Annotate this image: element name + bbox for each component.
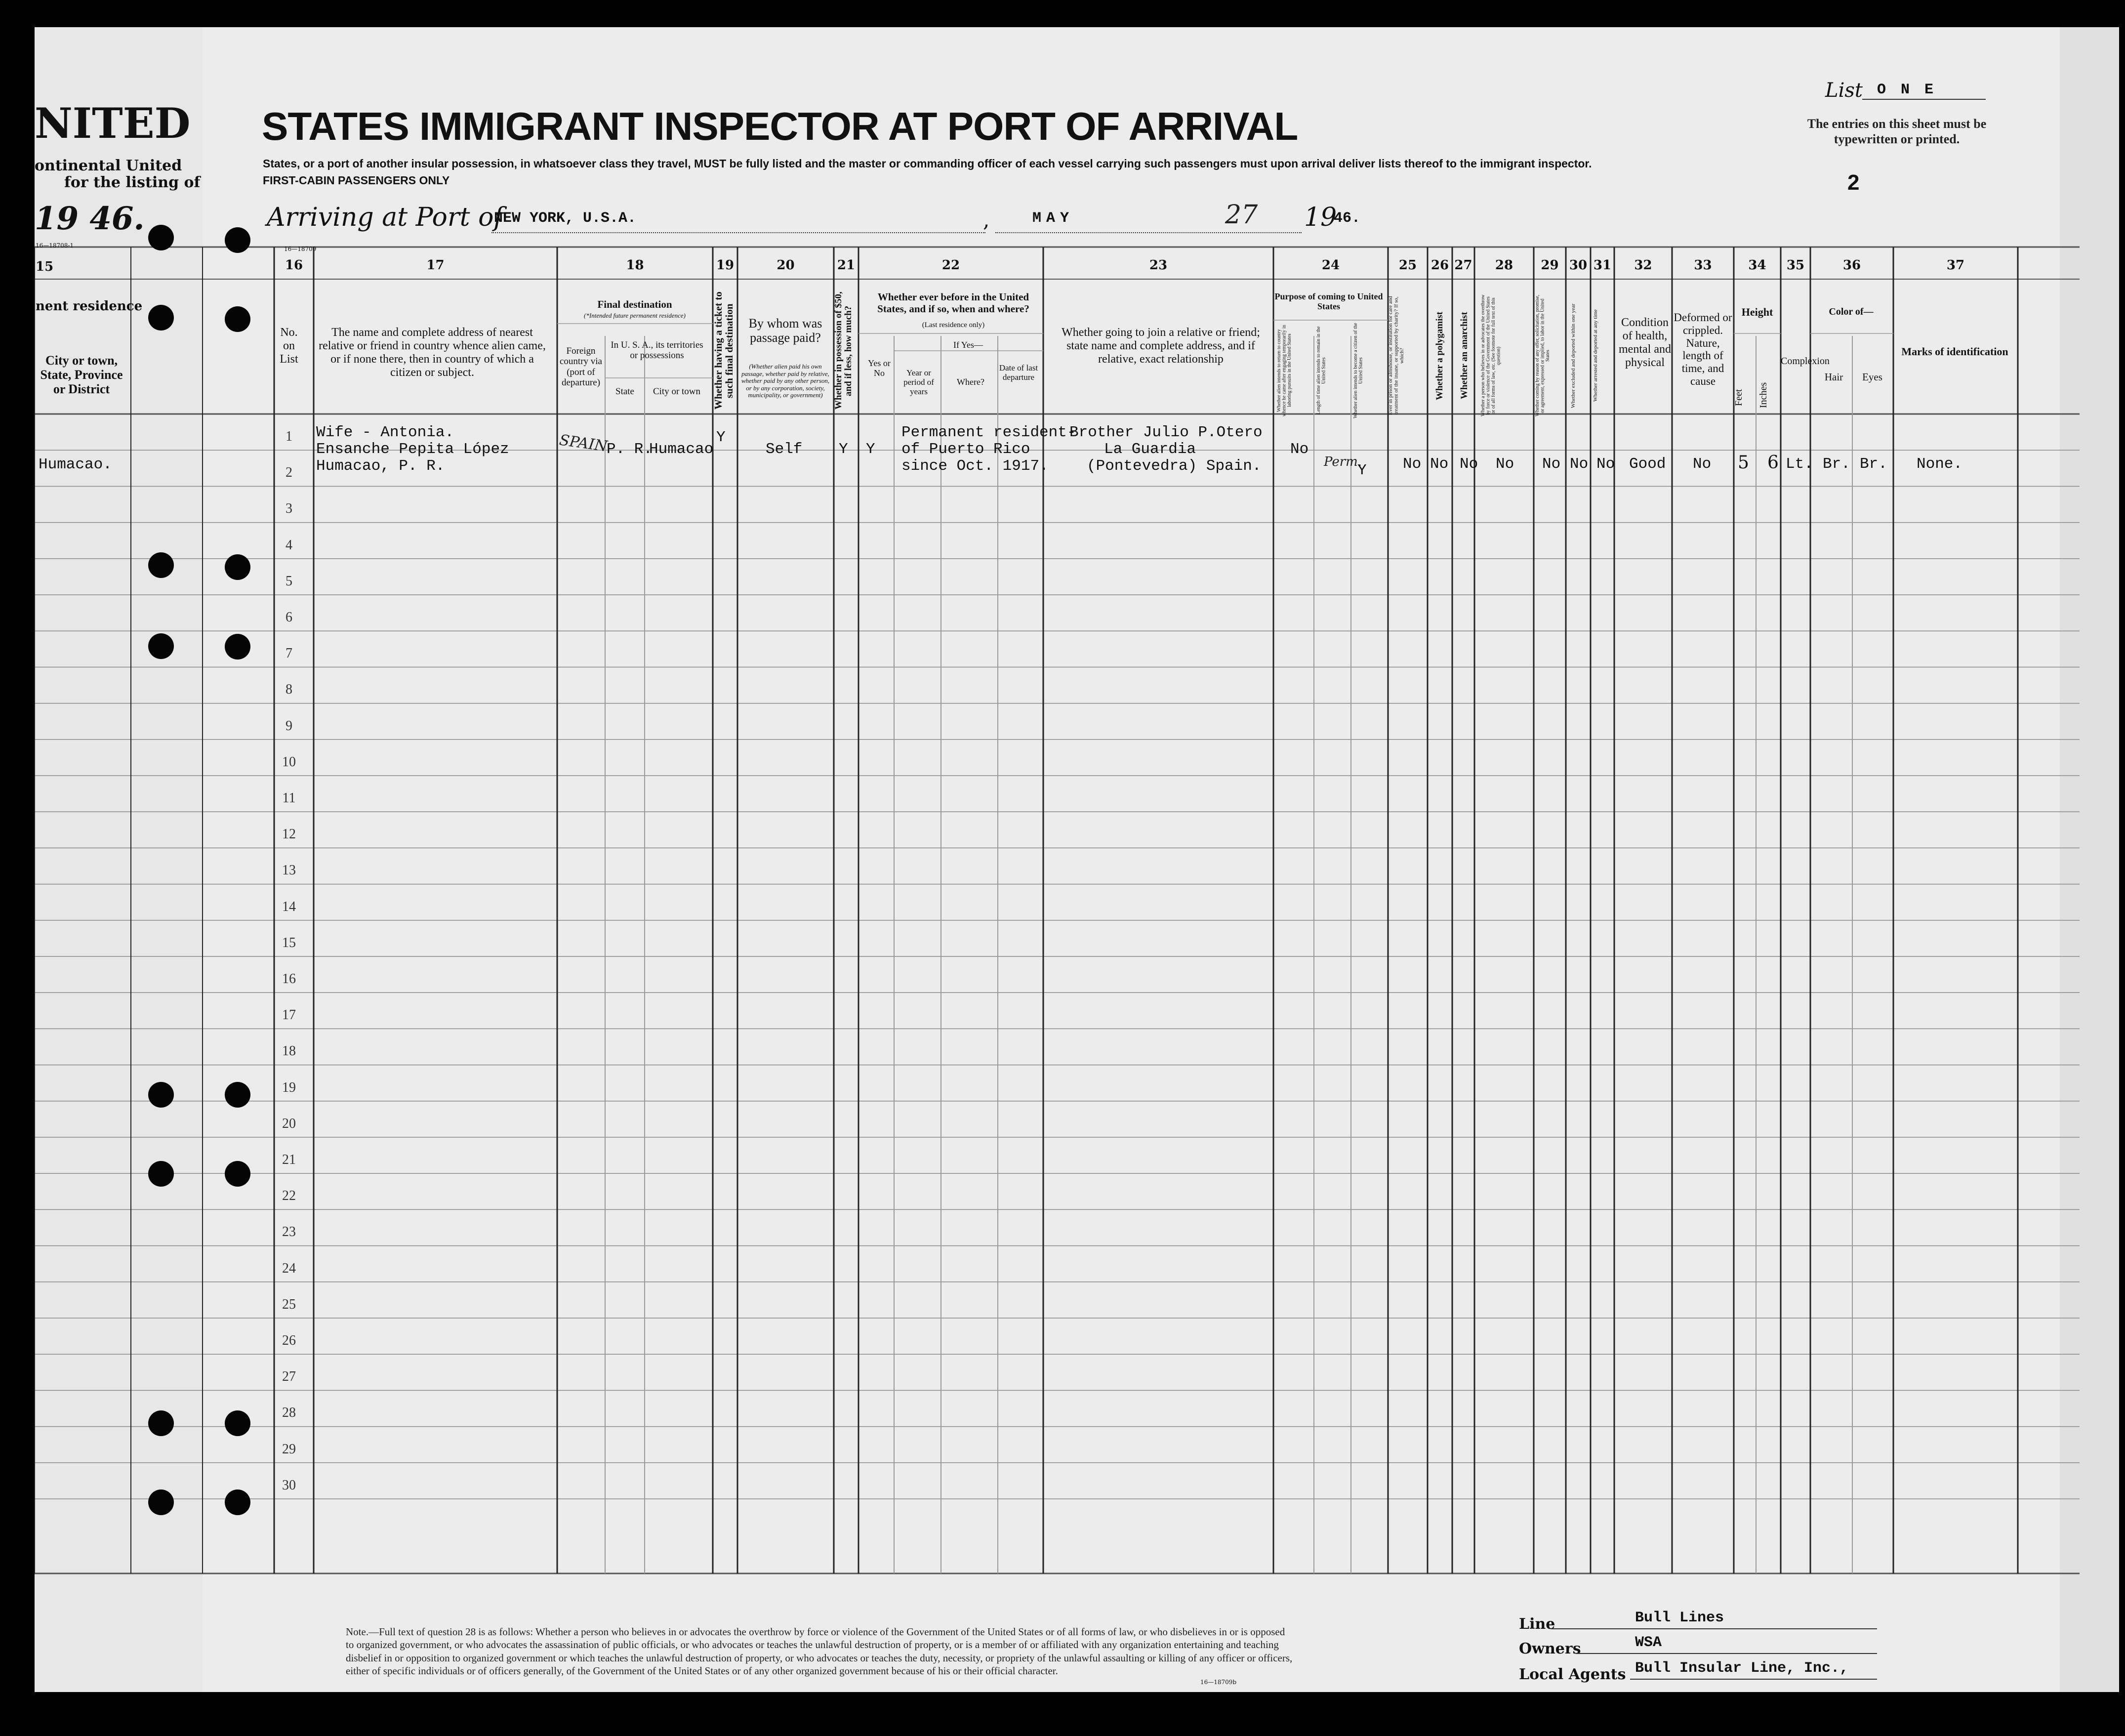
- col34-header: Height: [1741, 306, 1773, 318]
- col19-header: Whether having a ticket to such final destination: [712, 291, 736, 410]
- col23-header: Whether going to join a relative or friend; state name and complete address, and if relative, exact relationship: [1062, 326, 1260, 366]
- row-number: 7: [286, 646, 292, 661]
- col-number: 33: [1694, 258, 1712, 273]
- footnote-form-code: 16—18709b: [1200, 1679, 1237, 1686]
- col24-header: Purpose of coming to United States: [1274, 291, 1383, 312]
- foreign-via-handwritten: SPAIN: [558, 431, 609, 455]
- question-28-footnote: Note.—Full text of question 28 is as follows: Whether a person who believes in or advocates the overthrow by force or violence of the Government of the United States or of all forms of law, or who disbelieves in or is opposed to organized government, or who advocates the assassination of public officials, or who advocates or teaches the unlawful destruction of property, or is a member of or affiliated with any organization entertaining and teaching disbelief in or opposition to organized government or which teaches the unlawful destruction of property, or who advocates or teaches the duty, necessity, or propriety of the unlawful assaulting or killing of any officer or officers, either of specific individuals or of officers generally, of the Government of the United States or of any other organized government because of his or their official character.: [346, 1626, 1293, 1677]
- row-number: 19: [282, 1079, 296, 1095]
- passenger-class: FIRST-CABIN PASSENGERS ONLY: [263, 174, 450, 187]
- row-number: 28: [282, 1405, 296, 1421]
- purpose-return-value: No: [1290, 441, 1309, 458]
- punch-hole: [225, 1489, 250, 1515]
- has-50-value: Y: [839, 441, 848, 458]
- col-number: 36: [1842, 258, 1861, 273]
- day-value: 27: [1225, 200, 1258, 230]
- row-number: 17: [282, 1007, 296, 1023]
- eyes-value: Br.: [1860, 455, 1887, 473]
- joining-line-3: (Pontevedra) Spain.: [1087, 457, 1262, 475]
- stamp-number: 2: [1847, 170, 1860, 195]
- row-number: 30: [282, 1477, 296, 1493]
- row-number: 12: [282, 827, 296, 842]
- col-number: 37: [1946, 258, 1965, 273]
- col-number: 21: [837, 258, 856, 273]
- col-number: 34: [1748, 258, 1766, 273]
- row-number: 8: [286, 682, 292, 698]
- col22-if-yes: If Yes—: [953, 340, 983, 350]
- list-value: O N E: [1877, 82, 1937, 98]
- col28-value: No: [1496, 455, 1514, 473]
- col20-note: (Whether alien paid his own passage, whether paid by relative, whether paid by any other person, or by any corporation, society, municipality, or government): [741, 363, 830, 399]
- col22-note: (Last residence only): [922, 321, 985, 329]
- line-underline: [1551, 1628, 1877, 1629]
- col18-note: (*Intended future permanent residence): [584, 312, 686, 319]
- punch-hole: [148, 552, 174, 578]
- col-number: 25: [1398, 258, 1417, 273]
- col26-header: Whether a polygamist: [1434, 311, 1445, 400]
- date-underline: [995, 232, 1302, 233]
- col-number: 16: [285, 258, 303, 273]
- punch-hole: [148, 633, 174, 659]
- row-number: 10: [282, 754, 296, 770]
- col-number: 26: [1430, 258, 1449, 273]
- before-in-us-value: Y: [866, 441, 875, 458]
- relative-line-2: Ensanche Pepita López: [316, 441, 509, 458]
- col22-header: Whether ever before in the United States, and if so, when and where?: [877, 291, 1029, 315]
- col18-header: Final destination: [597, 298, 672, 310]
- col-number: 22: [941, 258, 960, 273]
- marks-value: None.: [1917, 455, 1963, 473]
- passage-paid-value: Self: [766, 441, 803, 458]
- ticket-value: Y: [716, 429, 726, 446]
- col-number: 29: [1541, 258, 1559, 273]
- col32-header: Condition of health, mental and physical: [1619, 316, 1671, 369]
- health-value: Good: [1629, 455, 1666, 473]
- agents-value: Bull Insular Line, Inc.,: [1635, 1660, 1849, 1677]
- punch-hole: [148, 305, 174, 331]
- row-number: 27: [282, 1369, 296, 1385]
- col18-foreign: Foreign country via (port of departure): [559, 346, 602, 388]
- joining-line-1: Brother Julio P.Otero: [1069, 424, 1263, 441]
- row-number: 2: [286, 465, 292, 481]
- row-number: 14: [282, 899, 296, 914]
- row-number: 25: [282, 1296, 296, 1312]
- punch-hole: [148, 1410, 174, 1436]
- year-suffix: 46.: [1334, 210, 1361, 227]
- col31-value: No: [1596, 455, 1615, 473]
- complexion-value: Lt.: [1786, 455, 1813, 473]
- col18-usa: In U. S. A., its territories or possessions: [611, 340, 703, 361]
- col24-sub-citizen: Whether alien intends to become a citizen of the United States: [1353, 323, 1364, 418]
- line-value: Bull Lines: [1635, 1610, 1724, 1626]
- col22-years: Year or period of years: [903, 368, 934, 397]
- col20-header: By whom was passage paid?: [748, 316, 822, 345]
- month-value: MAY: [1032, 210, 1074, 227]
- left-year-fragment: 19 46.: [35, 200, 145, 237]
- left-line-1: ontinental United: [35, 157, 182, 174]
- col-number: 32: [1634, 258, 1652, 273]
- port-underline: [491, 232, 985, 233]
- height-inches-value: 6: [1767, 453, 1779, 473]
- agents-underline: [1630, 1679, 1877, 1680]
- prev-line-3: since Oct. 1917.: [901, 457, 1049, 475]
- col-number: 23: [1149, 258, 1168, 273]
- row-number: 3: [286, 501, 292, 517]
- col17-header: The name and complete address of nearest relative or friend in country whence alien came, or if none there, then in country of which a citizen or subject.: [319, 326, 546, 379]
- row-number: 13: [282, 863, 296, 878]
- port-value: NEW YORK, U.S.A.: [494, 210, 637, 227]
- row-number: 6: [286, 610, 292, 625]
- list-underline: [1862, 99, 1986, 100]
- row-number: 1: [286, 429, 292, 444]
- col24-sub-length: Length of time alien intends to remain in the United States: [1316, 326, 1327, 415]
- form-subtitle: States, or a port of another insular possession, in whatsoever class they travel, MUST be fully listed and the master or commanding officer of each vessel carrying such passengers must upon arrival deliver lists thereof to the immigrant inspector.: [263, 157, 1592, 170]
- col22-date: Date of last departure: [999, 363, 1038, 382]
- col36-header: Color of—: [1829, 306, 1874, 317]
- col18-city: City or town: [653, 386, 701, 397]
- col22-where: Where?: [957, 377, 984, 387]
- left-form-code: 16—18708-1: [36, 242, 74, 249]
- col-number: 35: [1786, 258, 1805, 273]
- relative-line-1: Wife - Antonia.: [316, 424, 454, 441]
- col25-value: No: [1403, 455, 1422, 473]
- hair-value: Br.: [1823, 455, 1850, 473]
- col-number: 20: [776, 258, 795, 273]
- dest-city: Humacao: [649, 441, 714, 458]
- col34-feet: Feet: [1733, 389, 1744, 407]
- col37-header: Marks of identification: [1901, 345, 2008, 358]
- punch-hole: [225, 1082, 250, 1108]
- punch-hole: [225, 227, 250, 253]
- deformed-value: No: [1693, 455, 1712, 473]
- row-number: 18: [282, 1043, 296, 1059]
- list-label: List: [1825, 79, 1863, 102]
- col35-header: Complexion: [1781, 356, 1830, 367]
- col26-value: No: [1430, 455, 1449, 473]
- prev-line-1: Permanent resident-: [901, 424, 1076, 441]
- col-number: 24: [1321, 258, 1340, 273]
- entries-note: The entries on this sheet must be typewritten or printed.: [1807, 117, 1987, 147]
- punch-hole: [225, 634, 250, 660]
- row-number: 21: [282, 1152, 296, 1167]
- row-number: 20: [282, 1116, 296, 1131]
- col28-header: Whether a person who believes in or advocates the overthrow by force or violence of the Government of the United States or of all forms of law, etc. (See footnote for full text of this question): [1480, 294, 1502, 417]
- row-number: 24: [282, 1260, 296, 1276]
- col30-header: Whether excluded and deported within one year: [1570, 303, 1576, 408]
- row-number: 26: [282, 1333, 296, 1348]
- col29-value: No: [1542, 455, 1561, 473]
- punch-hole: [148, 1489, 174, 1515]
- col29-header: Whether coming by reason of any offer, solicitation, promise, or agreement, expressed or implied, to labor in the United States: [1535, 294, 1551, 417]
- col31-header: Whether arrested and deported at any time: [1593, 309, 1598, 402]
- relative-line-3: Humacao, P. R.: [316, 457, 445, 475]
- punch-hole: [225, 1410, 250, 1436]
- height-feet-value: 5: [1738, 453, 1749, 473]
- owners-label: Owners: [1519, 1640, 1581, 1657]
- left-col-header: nent residence: [36, 299, 143, 314]
- dest-state: P. R.: [607, 441, 653, 458]
- punch-hole: [148, 1161, 174, 1187]
- col-number: 27: [1454, 258, 1472, 273]
- year-prefix: 19: [1304, 203, 1337, 232]
- col-number: 28: [1495, 258, 1513, 273]
- row-number: 11: [282, 790, 296, 806]
- purpose-citizen-value: Y: [1357, 462, 1367, 479]
- arriving-label: Arriving at Port of: [267, 203, 503, 232]
- col36-eyes: Eyes: [1862, 371, 1882, 383]
- col24-sub-return: Whether alien intends to return to country whence he came after engaging temporarily in laboring pursuits in the United States: [1276, 325, 1292, 416]
- punch-hole: [148, 1082, 174, 1108]
- row-number: 9: [286, 718, 292, 734]
- row-number: 15: [282, 935, 296, 951]
- col36-hair: Hair: [1824, 371, 1843, 383]
- line-label: Line: [1519, 1615, 1555, 1633]
- col-number: 19: [716, 258, 735, 273]
- header-form-code: 16—18709: [284, 246, 317, 252]
- row-number: 16: [282, 971, 296, 987]
- purpose-length-handwritten: Perm.: [1324, 455, 1362, 469]
- col-number: 18: [626, 258, 644, 273]
- punch-hole: [225, 554, 250, 580]
- col27-value: No: [1460, 455, 1478, 473]
- row-number: 23: [282, 1224, 296, 1240]
- col22-yes-no: Yes or No: [868, 358, 891, 378]
- row-number: 29: [282, 1441, 296, 1457]
- col27-header: Whether an anarchist: [1459, 312, 1470, 400]
- col-number: 30: [1569, 258, 1588, 273]
- col34-inches: Inches: [1758, 382, 1769, 409]
- punch-hole: [225, 306, 250, 332]
- row-number: 5: [286, 573, 292, 589]
- col21-header: Whether in possession of $50, and if less, how much?: [833, 291, 854, 410]
- punch-hole: [148, 225, 174, 250]
- owners-underline: [1576, 1653, 1877, 1654]
- prev-line-2: of Puerto Rico: [901, 441, 1030, 458]
- left-col-number: 15: [36, 259, 54, 274]
- col25-header: Ever in prison or almshouse, or institution for care and treatment of the insane, or supported by charity? If so, which?: [1388, 296, 1405, 415]
- col30-value: No: [1570, 455, 1589, 473]
- manifest-page: NITED ontinental United for the listing of 19 46. 16—18708-1 15 nent residence City or town, State, Province or District Humacao. STATES IMMIGRANT INSPECTOR AT PORT OF ARRIVAL States, or a port of another insular possession, in whatsoever class they travel, MUST be fully listed and the master or commanding officer of each vessel carrying such passengers must upon arrival deliver lists thereof to the immigrant inspector. FIRST-CABIN PASSENGERS ONLY Arriving at Port of NEW YORK, U.S.A. , MAY 27 19 46. List O N E The entries on this sheet must be typewritten or printed. 2 16—18709 16 17 18 19 20 21 22 23 24 25 26 27 28 29 30 31 32 33 34 35 36 37 No. on List The name and complete address of nearest relative or friend in country whence alien came, or if none there, then in country of which a citizen or subject. Final destination (*Intended future permanent residence) Foreign country via (port of departure) In U. S. A., its territories or possessions State City or town Whether having a ticket to such final destination By whom was passage paid? (Whether alien paid his own passage, whether paid by relative, whether paid by any other person, or by any corporation, society, municipality, or government) Whether in possession of $50, and if less, how much? Whether ever before in the United States, and if so, when and where? (Last residence only) Yes or No If Yes— Year or period of years Where? Date of last departure Whether going to join a relative or friend; state name and complete address, and if relative, exact relationship Purpose of coming to United States Whether alien intends to return to country whence he came after engaging temporarily in laboring pursuits in the United States Length of time alien intends to remain in the United States Whether alien intends to become a citizen of the United States Ever in prison or almshouse, or institution for care and treatment of the insane, or supported by charity? If so, which? Whether a polygamist Whether an anarchist Whether a person who believes in or advocates the overthrow by force or violence of the Government of the United States or of all forms of law, etc. (See footnote for full text of this question) Whether coming by reason of any offer, solicitation, promise, or agreement, expressed or implied, to labor in the United States Whether excluded and deported within one year Whether arrested and deported at any time Condition of health, mental and physical Deformed or crippled. Nature, length of time, and cause Height Feet Inches Complexion Color of— Hair Eyes Marks of identification 1 2 3 4 5 6 7 8 9 10 11 12 13 14 15 16 17 18 19 20 21 22 23 24 25 26 27 28 29 30 Wife - Antonia. Ensanche Pepita López Humacao, P. R. SPAIN P. R. Humacao Y Self Y Y Permanent resident- of Puerto Rico since Oct. 1917. Brother Julio P.Otero La Guardia (Pontevedra) Spain. No Perm. Y No No No No No No No Good No 5 6 Lt. Br. Br. None. Note.—Full text of question 28 is as follows: Whether a person who believes in or advocates the overthrow by force or violence of the Government of the United States or of all forms of law, or who disbelieves in or is opposed to organized government, or who advocates the assassination of public officials, or who advocates or teaches the unlawful destruction of property, or is a member of or affiliated with any organization entertaining and teaching disbelief in or opposition to organized government or which teaches the unlawful destruction of property, or who advocates or teaches the duty, necessity, or propriety of the unlawful assaulting or killing of any officer or officers, either of specific individuals or of officers generally, of the Government of the United States or of any other organized government because of his or their official character. 16—18709b Line Bull Lines Owners WSA Local Agents Bull Insular Line, Inc.,: [0, 0, 2125, 1736]
- row-number: 22: [282, 1188, 296, 1204]
- left-entry-row1: Humacao.: [39, 456, 112, 473]
- left-line-2: for the listing of: [64, 174, 201, 191]
- row-number: 4: [286, 537, 292, 553]
- col-number: 17: [426, 258, 445, 273]
- owners-value: WSA: [1635, 1634, 1662, 1651]
- left-sub-header: City or town, State, Province or District: [40, 353, 123, 397]
- agents-label: Local Agents: [1519, 1666, 1626, 1683]
- punch-hole: [225, 1161, 250, 1187]
- col18-state: State: [615, 386, 634, 397]
- left-title-fragment: NITED: [35, 99, 191, 148]
- col-number: 31: [1593, 258, 1612, 273]
- col33-header: Deformed or crippled. Nature, length of time, and cause: [1674, 311, 1732, 387]
- form-title: STATES IMMIGRANT INSPECTOR AT PORT OF ARRIVAL: [262, 104, 1298, 148]
- col16-header: No. on List: [280, 326, 298, 366]
- joining-line-2: La Guardia: [1104, 441, 1196, 458]
